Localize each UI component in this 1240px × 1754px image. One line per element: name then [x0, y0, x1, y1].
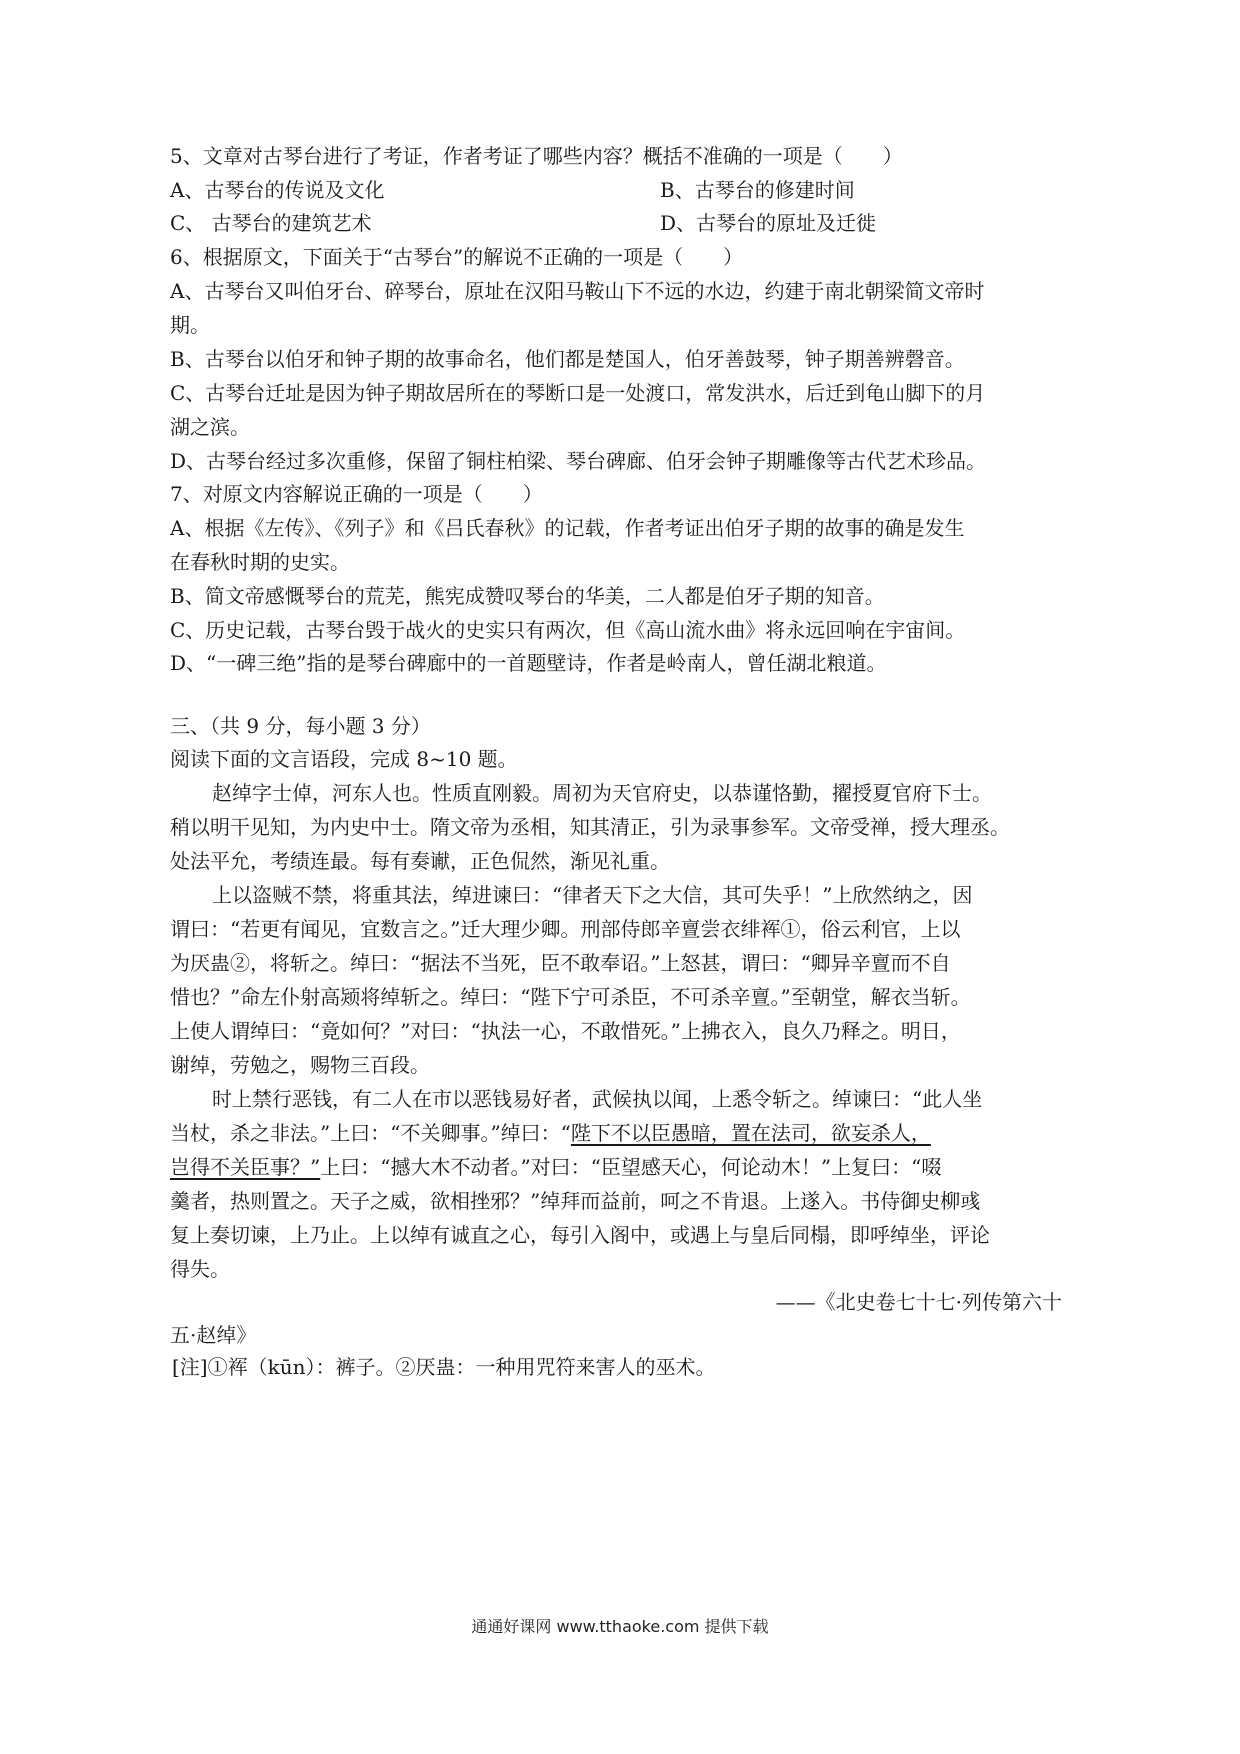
q5-option-a: A、古琴台的传说及文化	[170, 178, 385, 202]
passage-p3-line3-text: 上曰：“撼大木不动者。”对曰：“臣望感天心，何论动木！”上复曰：“啜	[320, 1155, 942, 1179]
q7-option-d: D、“一碑三绝”指的是琴台碑廊中的一首题壁诗，作者是岭南人，曾任湖北粮道。	[170, 651, 887, 675]
source-citation-line1: ——《北史卷七十七·列传第六十	[775, 1290, 1062, 1314]
source-citation-line2: 五·赵绰》	[170, 1323, 257, 1347]
passage-p3-line3	[170, 1154, 941, 1180]
passage-p2-line6: 谢绰，劳勉之，赐物三百段。	[170, 1053, 430, 1077]
passage-p3-line6: 得失。	[170, 1257, 230, 1281]
q5-options-row2	[170, 210, 877, 236]
page-footer: 通通好课网 www.tthaoke.com 提供下载	[471, 1617, 769, 1636]
passage-p3-line2-text: 当杖，杀之非法。”上曰：“不关卿事。”绰曰：“	[170, 1121, 571, 1145]
underlined-sentence-part2: 岂得不关臣事？”	[170, 1155, 321, 1179]
q5-option-d: D、古琴台的原址及迁徙	[660, 211, 877, 235]
underlined-sentence-part1: 陛下不以臣愚暗，置在法司，欲妄杀人，	[570, 1121, 931, 1145]
passage-p2-line2: 谓曰：“若更有闻见，宜数言之。”迁大理少卿。刑部侍郎辛亶尝衣绯裈①，俗云利官，上以	[170, 917, 961, 941]
passage-p3-line2	[170, 1120, 931, 1146]
passage-p3-line4: 羹者，热则置之。天子之威，欲相挫邪？”绰拜而益前，呵之不肯退。上遂入。书侍御史柳彧	[170, 1189, 981, 1213]
annotation-note: [注]①裈（kūn）：裤子。②厌蛊：一种用咒符来害人的巫术。	[172, 1355, 716, 1379]
q6-option-b: B、古琴台以伯牙和钟子期的故事命名，他们都是楚国人，伯牙善鼓琴，钟子期善辨磬音。	[170, 347, 965, 371]
passage-p2-line4: 惜也？”命左仆射高颎将绰斩之。绰曰：“陛下宁可杀臣，不可杀辛亶。”至朝堂，解衣当斩。	[170, 985, 971, 1009]
passage-p3-line1: 时上禁行恶钱，有二人在市以恶钱易好者，武候执以闻，上悉令斩之。绰谏曰：“此人坐	[212, 1087, 983, 1111]
passage-p1-line2: 稍以明干见知，为内史中士。隋文帝为丞相，知其清正，引为录事参军。文帝受禅，授大理丞。	[170, 815, 1010, 839]
passage-p1-line1: 赵绰字士倬，河东人也。性质直刚毅。周初为天官府史，以恭谨恪勤，擢授夏官府下士。	[212, 781, 992, 805]
q6-option-d: D、古琴台经过多次重修，保留了铜柱柏梁、琴台碑廊、伯牙会钟子期雕像等古代艺术珍品。	[170, 449, 987, 473]
q6-option-a-line1: A、古琴台又叫伯牙台、碎琴台，原址在汉阳马鞍山下不远的水边，约建于南北朝梁简文帝时	[170, 279, 985, 303]
passage-p2-line1: 上以盗贼不禁，将重其法，绰进谏曰：“律者天下之大信，其可失乎！”上欣然纳之，因	[212, 883, 973, 907]
q6-stem: 6、根据原文，下面关于“古琴台”的解说不正确的一项是（ ）	[170, 245, 744, 269]
q6-option-c-line1: C、古琴台迁址是因为钟子期故居所在的琴断口是一处渡口，常发洪水，后迁到龟山脚下的月	[170, 381, 986, 405]
q7-option-a-line1: A、根据《左传》、《列子》和《吕氏春秋》的记载，作者考证出伯牙子期的故事的确是发生	[170, 516, 965, 540]
passage-p3-line5: 复上奏切谏，上乃止。上以绰有诚直之心，每引入阁中，或遇上与皇后同榻，即呼绰坐，评论	[170, 1223, 990, 1247]
q5-option-c: C、 古琴台的建筑艺术	[170, 211, 372, 235]
q6-option-c-line2: 湖之滨。	[170, 415, 250, 439]
q7-option-c: C、历史记载，古琴台毁于战火的史实只有两次，但《高山流水曲》将永远回响在宇宙间。	[170, 618, 966, 642]
q7-stem: 7、对原文内容解说正确的一项是（ ）	[170, 482, 543, 506]
q7-option-b: B、简文帝感慨琴台的荒芜，熊宪成赞叹琴台的华美，二人都是伯牙子期的知音。	[170, 584, 885, 608]
q5-stem: 5、文章对古琴台进行了考证，作者考证了哪些内容？概括不准确的一项是（ ）	[170, 144, 903, 168]
q7-option-a-line2: 在春秋时期的史实。	[170, 550, 350, 574]
q6-option-a-line2: 期。	[170, 313, 210, 337]
passage-p2-line5: 上使人谓绰曰：“竟如何？”对曰：“执法一心，不敢惜死。”上拂衣入，良久乃释之。明日，	[170, 1019, 961, 1043]
q5-options-row1	[170, 177, 855, 203]
section3-heading: 三、（共 9 分，每小题 3 分）	[170, 714, 431, 738]
passage-p1-line3: 处法平允，考绩连最。每有奏谳，正色侃然，渐见礼重。	[170, 849, 670, 873]
q5-option-b: B、古琴台的修建时间	[660, 178, 855, 202]
passage-p2-line3: 为厌蛊②，将斩之。绰曰：“据法不当死，臣不敢奉诏。”上怒甚，谓曰：“卿异辛亶而不自	[170, 951, 951, 975]
section3-instruction: 阅读下面的文言语段，完成 8~10 题。	[170, 747, 518, 771]
